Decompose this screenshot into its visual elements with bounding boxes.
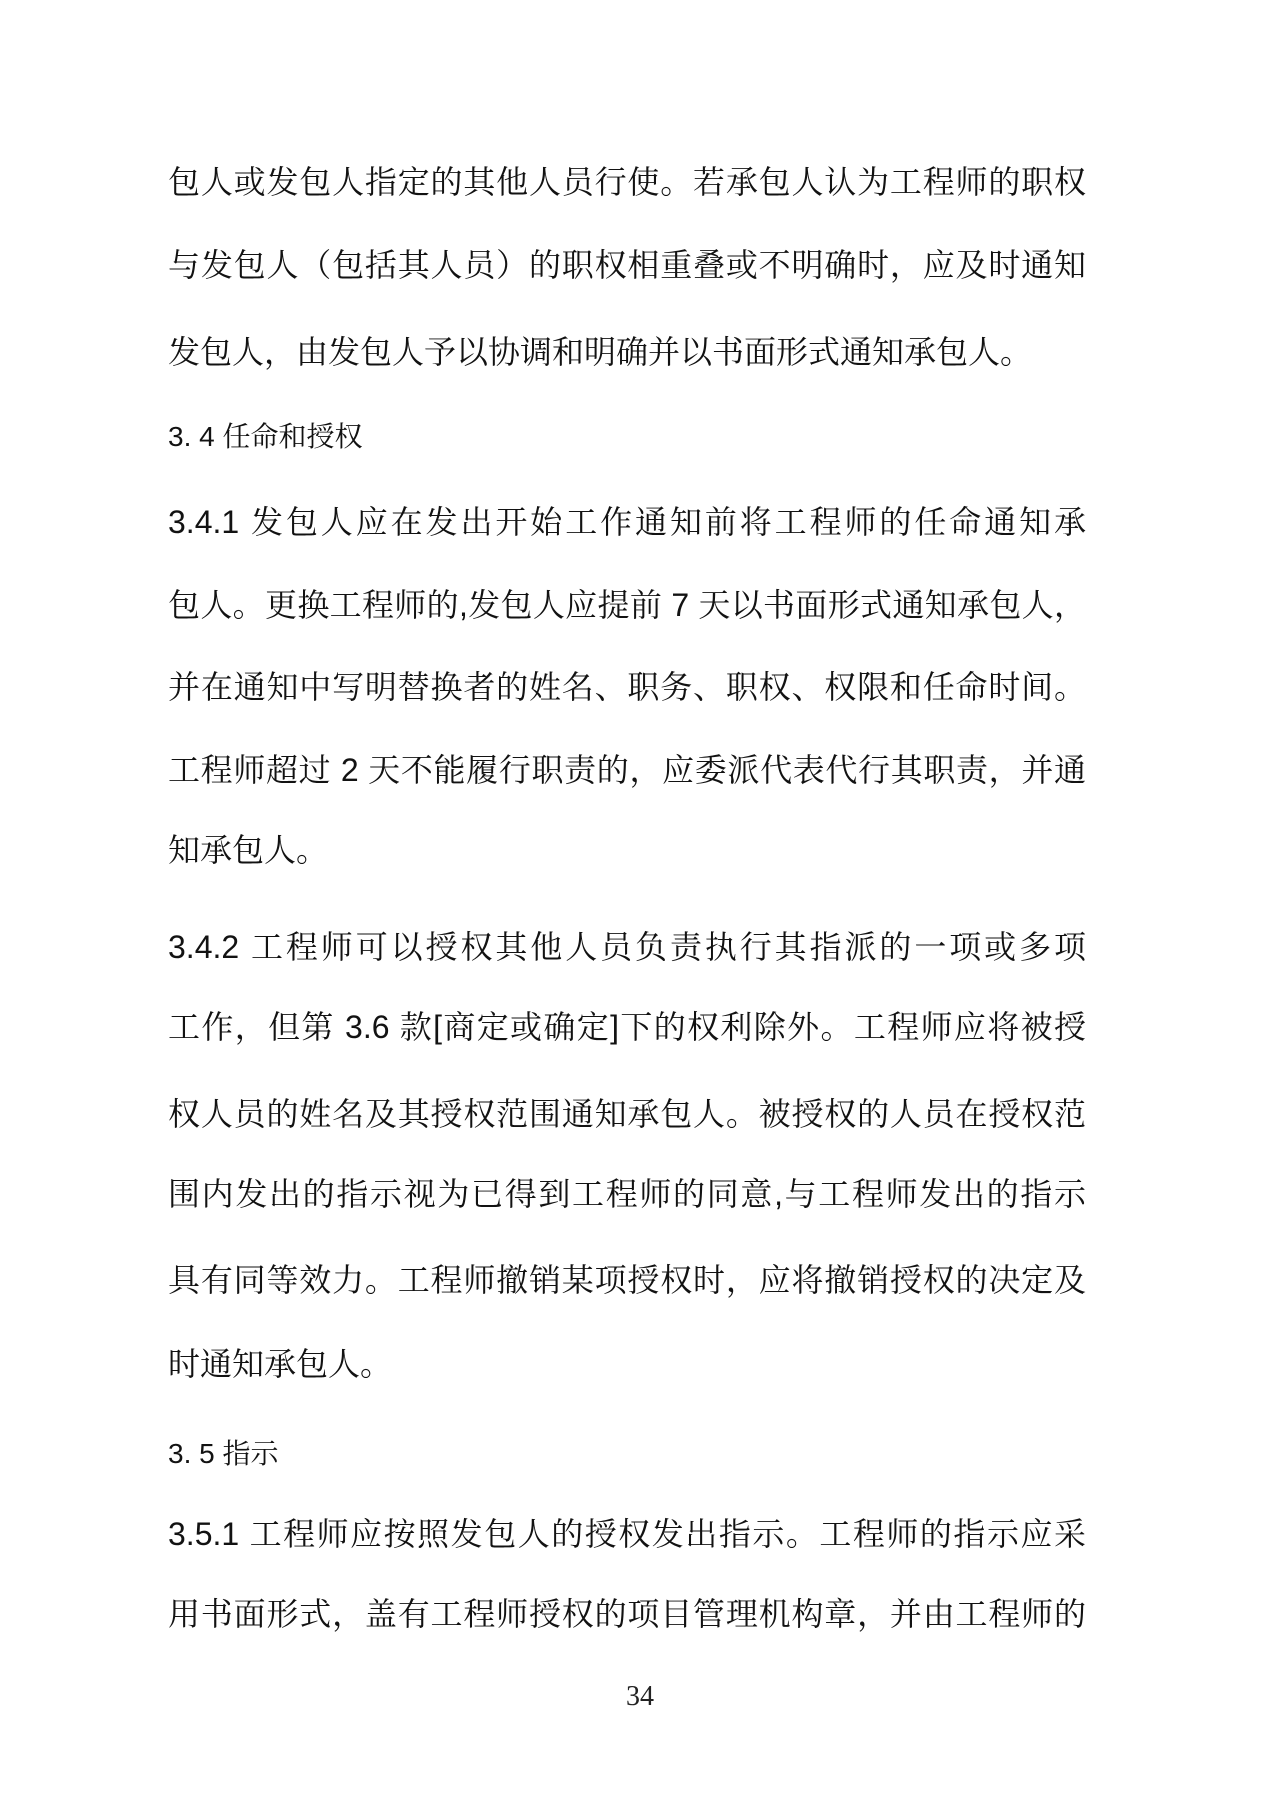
section-heading-3-5: 3. 5 指示 bbox=[168, 1438, 279, 1469]
paragraph-line: 3.5.1 工程师应按照发包人的授权发出指示。工程师的指示应采 bbox=[168, 1516, 1086, 1552]
paragraph-line: 3.4.1 发包人应在发出开始工作通知前将工程师的任命通知承 bbox=[168, 504, 1086, 540]
paragraph-line: 并在通知中写明替换者的姓名、职务、职权、权限和任命时间。 bbox=[168, 669, 1086, 705]
paragraph-line: 知承包人。 bbox=[168, 832, 329, 868]
paragraph-line: 围内发出的指示视为已得到工程师的同意,与工程师发出的指示 bbox=[168, 1176, 1086, 1212]
paragraph-line: 与发包人（包括其人员）的职权相重叠或不明确时，应及时通知 bbox=[168, 247, 1086, 283]
paragraph-line: 工作，但第 3.6 款[商定或确定]下的权利除外。工程师应将被授 bbox=[168, 1009, 1086, 1045]
page-number: 34 bbox=[626, 1681, 654, 1712]
section-heading-3-4: 3. 4 任命和授权 bbox=[168, 421, 363, 452]
paragraph-line: 发包人，由发包人予以协调和明确并以书面形式通知承包人。 bbox=[168, 334, 1033, 370]
paragraph-line: 包人或发包人指定的其他人员行使。若承包人认为工程师的职权 bbox=[168, 164, 1086, 200]
paragraph-line: 工程师超过 2 天不能履行职责的，应委派代表代行其职责，并通 bbox=[168, 752, 1086, 788]
paragraph-line: 权人员的姓名及其授权范围通知承包人。被授权的人员在授权范 bbox=[168, 1096, 1086, 1132]
paragraph-line: 3.4.2 工程师可以授权其他人员负责执行其指派的一项或多项 bbox=[168, 929, 1086, 965]
paragraph-line: 时通知承包人。 bbox=[168, 1346, 393, 1382]
paragraph-line: 用书面形式，盖有工程师授权的项目管理机构章，并由工程师的 bbox=[168, 1596, 1086, 1632]
paragraph-line: 包人。更换工程师的,发包人应提前 7 天以书面形式通知承包人， bbox=[168, 587, 1086, 623]
paragraph-line: 具有同等效力。工程师撤销某项授权时，应将撤销授权的决定及 bbox=[168, 1262, 1086, 1298]
